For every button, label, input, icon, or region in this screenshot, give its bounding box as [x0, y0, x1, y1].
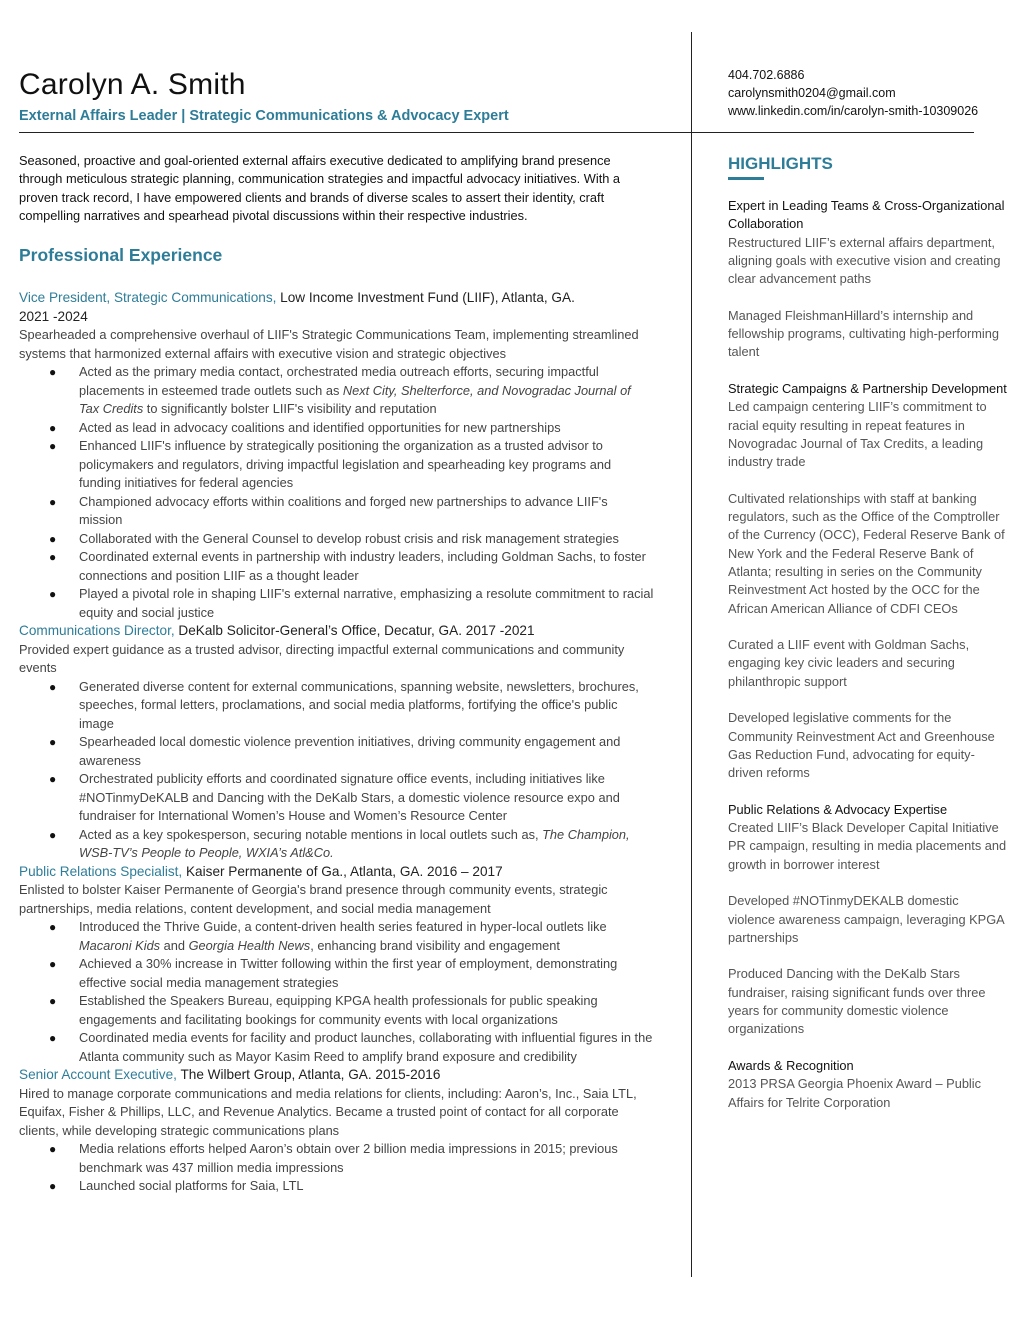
job-description: Spearheaded a comprehensive overhaul of LIIF's Strategic Communications Team, implementing streamlined systems that harmonized external affairs with executive vision and strategic objectives — [19, 327, 639, 361]
bullet-icon: ● — [49, 772, 57, 786]
job-org: Kaiser Permanente of Ga., Atlanta, GA. 2016 – 2017 — [182, 863, 503, 879]
highlight-section — [728, 801, 1008, 1039]
job-title: Public Relations Specialist, — [19, 863, 183, 879]
job-entry — [19, 863, 654, 1067]
bullet-icon: ● — [49, 957, 57, 971]
bullet-text: Achieved a 30% increase in Twitter following within the first year of employment, demonstrating effective social media management strategies — [79, 956, 618, 990]
candidate-name: Carolyn A. Smith — [19, 68, 246, 101]
list-item — [49, 826, 654, 863]
highlight-item: Managed FleishmanHillard’s internship and fellowship programs, cultivating high-performing talent — [728, 307, 999, 360]
job-bullets — [19, 918, 654, 1066]
job-title: Senior Account Executive, — [19, 1067, 177, 1082]
bullet-icon: ● — [49, 1179, 57, 1193]
job-dates: 2021 -2024 — [19, 308, 88, 324]
job-description: Hired to manage corporate communications and media relations for clients, including: Aaron’s, Inc., Saia LTL, Equifax, Fisher & Phillips, LLC, and Revenue Analytics. Became a trusted point of contact for all corporate clients, while developing strategic communications plans — [19, 1085, 637, 1138]
bullet-icon: ● — [49, 550, 57, 564]
list-item — [49, 530, 654, 549]
bullet-text: Acted as lead in advocacy coalitions and identified opportunities for new partnerships — [79, 419, 561, 435]
experience-list — [19, 289, 654, 1196]
list-item — [49, 918, 654, 955]
bullet-icon: ● — [49, 827, 57, 842]
list-item — [49, 1177, 654, 1196]
bullet-text: Established the Speakers Bureau, equipping KPGA health professionals for public speaking engagements and facilitating bookings for community events with local organizations — [79, 993, 598, 1027]
highlight-section — [728, 1057, 1008, 1112]
bullet-icon: ● — [49, 587, 57, 601]
bullet-icon: ● — [49, 920, 57, 934]
job-entry — [19, 622, 654, 863]
vertical-divider — [691, 32, 692, 1277]
highlight-item: Restructured LIIF’s external affairs department, aligning goals with executive vision and creating clear advancement paths — [728, 234, 1001, 287]
bullet-text: Acted as the primary media contact, orchestrated media outreach efforts, securing impactful placements in esteemed trade outlets such as — [79, 364, 599, 398]
highlight-item: Led campaign centering LIIF’s commitment to racial equity resulting in repeat features in Novogradac Journal of Tax Credits, a leading industry trade — [728, 399, 987, 470]
email[interactable]: carolynsmith0204@gmail.com — [728, 86, 896, 100]
bullet-icon: ● — [49, 1031, 57, 1045]
bullet-emphasis: Next City, Shelterforce, and Novogradac Journal of Tax Credits — [79, 382, 631, 416]
bullet-text-end: , enhancing brand visibility and engagement — [310, 937, 560, 953]
bullet-icon: ● — [49, 1142, 57, 1156]
bullet-text: Launched social platforms for Saia, LTL — [79, 1178, 304, 1193]
highlight-item: Developed legislative comments for the Community Reinvestment Act and Greenhouse Gas Reduction Fund, advocating for equity-driven reforms — [728, 710, 995, 781]
job-description: Provided expert guidance as a trusted advisor, directing impactful external communications and community events — [19, 641, 625, 675]
highlight-item: Cultivated relationships with staff at banking regulators, such as the Office of the Comptroller of the Currency (OCC), Federal Reserve Bank of New York and the Federal Reserve Bank of Atlanta; resulting in series on the Community Reinvestment Act hosted by the OCC for the African American Alliance of CDFI CEOs — [728, 490, 1005, 616]
list-item — [49, 733, 654, 770]
job-title: Vice President, Strategic Communications, — [19, 290, 277, 305]
highlight-item: Curated a LIIF event with Goldman Sachs, engaging key civic leaders and securing philanthropic support — [728, 637, 970, 689]
list-item — [49, 1029, 654, 1066]
highlight-item: Created LIIF’s Black Developer Capital Initiative PR campaign, resulting in media placements and growth in borrower interest — [728, 820, 1007, 872]
bullet-text: Generated diverse content for external communications, spanning website, newsletters, brochures, speeches, formal letters, proclamations, and social media platforms, fortifying the office's public image — [79, 678, 639, 731]
list-item — [49, 585, 654, 622]
bullet-text: Coordinated external events in partnership with industry leaders, including Goldman Sachs, to foster connections and position LIIF as a thought leader — [79, 549, 646, 583]
highlight-item: 2013 PRSA Georgia Phoenix Award – Public Affairs for Telrite Corporation — [728, 1076, 982, 1110]
highlight-section-heading: Public Relations & Advocacy Expertise — [728, 801, 948, 817]
list-item — [49, 493, 654, 530]
bullet-text-end: to significantly bolster LIIF's visibility and reputation — [143, 401, 437, 416]
bullet-text: Championed advocacy efforts within coalitions and forged new partnerships to advance LIIF's mission — [79, 493, 608, 527]
highlights-column — [728, 197, 1008, 1130]
list-item — [49, 770, 654, 826]
bullet-text-mid: and — [160, 937, 189, 953]
list-item — [49, 955, 654, 992]
header-divider — [19, 132, 974, 133]
highlight-section-heading: Strategic Campaigns & Partnership Development — [728, 380, 1007, 396]
experience-heading: Professional Experience — [19, 245, 223, 265]
highlights-underline — [728, 177, 764, 180]
highlight-section-heading: Awards & Recognition — [728, 1057, 854, 1073]
list-item — [49, 363, 654, 419]
job-bullets — [19, 1140, 654, 1196]
job-bullets — [19, 363, 654, 622]
list-item — [49, 437, 654, 493]
bullet-icon: ● — [49, 420, 57, 435]
highlights-heading: HIGHLIGHTS — [728, 154, 833, 173]
job-bullets — [19, 678, 654, 863]
job-header — [19, 1066, 654, 1085]
highlight-section — [728, 380, 1008, 783]
bullet-text: Introduced the Thrive Guide, a content-driven health series featured in hyper-local outlets like — [79, 919, 607, 934]
job-title: Communications Director, — [19, 623, 175, 638]
job-entry — [19, 289, 654, 622]
highlight-section — [728, 197, 1008, 362]
bullet-emphasis: The Champion, WSB-TV’s People to People, WXIA’s Atl&Co. — [79, 826, 630, 860]
bullet-text: Played a pivotal role in shaping LIIF's external narrative, emphasizing a resolute commitment to racial equity and social justice — [79, 586, 654, 620]
highlight-item: Produced Dancing with the DeKalb Stars fundraiser, raising significant funds over three years for community domestic violence organizations — [728, 966, 986, 1037]
contact-block — [728, 66, 978, 120]
job-header — [19, 863, 654, 882]
linkedin-link[interactable]: www.linkedin.com/in/carolyn-smith-10309026 — [728, 104, 979, 118]
bullet-text: Enhanced LIIF's influence by strategically positioning the organization as a trusted advisor to policymakers and regulators, driving impactful legislation and spearheading key programs and funding initiatives for federal agencies — [79, 438, 612, 490]
list-item — [49, 548, 654, 585]
list-item — [49, 1140, 654, 1177]
bullet-icon: ● — [49, 531, 57, 546]
bullet-emphasis: Macaroni Kids — [79, 937, 161, 953]
job-description: Enlisted to bolster Kaiser Permanente of Georgia's brand presence through community events, strategic partnerships, media relations, content development, and social media management — [19, 882, 608, 916]
list-item — [49, 419, 654, 438]
bullet-icon: ● — [49, 494, 57, 509]
bullet-text: Spearheaded local domestic violence prevention initiatives, driving community engagement and awareness — [79, 734, 621, 768]
highlight-item: Developed #NOTinmyDEKALB domestic violence awareness campaign, leveraging KPGA partnerships — [728, 893, 1005, 945]
bullet-icon: ● — [49, 365, 57, 379]
bullet-emphasis-2: Georgia Health News — [188, 937, 311, 953]
job-header — [19, 622, 654, 641]
job-entry — [19, 1066, 654, 1196]
list-item — [49, 678, 654, 734]
highlight-section-heading: Expert in Leading Teams & Cross-Organizational Collaboration — [728, 198, 1005, 232]
job-org: Low Income Investment Fund (LIIF), Atlanta, GA. — [276, 290, 575, 305]
summary-paragraph: Seasoned, proactive and goal-oriented external affairs executive dedicated to amplifying brand presence through meticulous strategic planning, communication strategies and impactful advocacy initiatives. With a proven track record, I have empowered clients and brands of diverse scales to assert their identity, craft compelling narratives and spearhead pivotal discussions within their respective industries. — [19, 153, 621, 223]
bullet-text: Coordinated media events for facility and product launches, collaborating with influential figures in the Atlanta community such as Mayor Kasim Reed to amplify brand exposure and credibility — [79, 1030, 653, 1064]
job-org: The Wilbert Group, Atlanta, GA. 2015-2016 — [176, 1067, 441, 1082]
list-item — [49, 992, 654, 1029]
bullet-icon: ● — [49, 994, 57, 1008]
bullet-text: Acted as a key spokesperson, securing notable mentions in local outlets such as, — [79, 826, 543, 842]
job-org: DeKalb Solicitor-General’s Office, Decatur, GA. 2017 -2021 — [174, 623, 535, 638]
bullet-text: Collaborated with the General Counsel to develop robust crisis and risk management strategies — [79, 530, 619, 546]
candidate-subtitle: External Affairs Leader | Strategic Communications & Advocacy Expert — [19, 108, 509, 124]
phone[interactable]: 404.702.6886 — [728, 68, 805, 82]
job-header — [19, 289, 654, 308]
bullet-icon: ● — [49, 735, 57, 749]
bullet-text: Media relations efforts helped Aaron’s obtain over 2 billion media impressions in 2015; previous benchmark was 437 million media impressions — [79, 1141, 618, 1175]
bullet-icon: ● — [49, 439, 57, 453]
bullet-text: Orchestrated publicity efforts and coordinated signature office events, including initiatives like #NOTinmyDeKALB and Dancing with the DeKalb Stars, a domestic violence resource expo and fundraiser for International Women’s House and Women’s Resource Center — [79, 771, 620, 823]
bullet-icon: ● — [49, 679, 57, 694]
